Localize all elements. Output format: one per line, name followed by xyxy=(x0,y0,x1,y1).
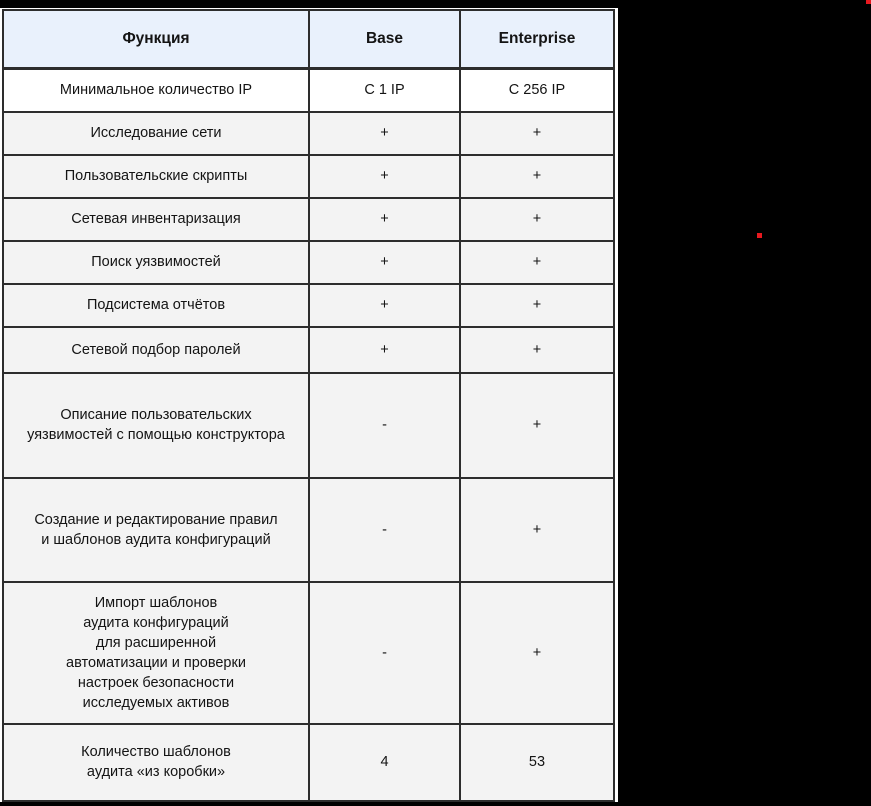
enterprise-value-cell: + xyxy=(460,478,614,582)
column-header-enterprise: Enterprise xyxy=(460,10,614,69)
enterprise-value-cell: + xyxy=(460,241,614,284)
feature-name-cell xyxy=(3,284,309,327)
table-row xyxy=(3,284,614,327)
enterprise-value-cell: + xyxy=(460,373,614,478)
table-row xyxy=(3,241,614,284)
enterprise-value-cell: + xyxy=(460,284,614,327)
base-value-cell: 4 xyxy=(309,724,460,801)
feature-name-cell xyxy=(3,478,309,582)
table-row xyxy=(3,112,614,155)
feature-name: Исследование сети xyxy=(90,125,222,141)
table-row xyxy=(3,478,614,582)
enterprise-value-cell: + xyxy=(460,582,614,724)
feature-name: Поиск уязвимостей xyxy=(91,254,221,270)
column-header-feature: Функция xyxy=(3,10,309,69)
base-value-cell: - xyxy=(309,373,460,478)
feature-name: Минимальное количество IP xyxy=(59,82,253,99)
enterprise-value-cell: + xyxy=(460,155,614,198)
feature-name: Сетевой подбор паролей xyxy=(71,341,241,358)
feature-name: Количество шаблонов аудита «из коробки» xyxy=(81,744,231,780)
enterprise-value-cell: + xyxy=(460,327,614,373)
base-value-cell: + xyxy=(309,284,460,327)
table-row xyxy=(3,155,614,198)
feature-name-cell xyxy=(3,69,309,112)
base-value-cell: + xyxy=(309,112,460,155)
table-row xyxy=(3,373,614,478)
feature-name-cell xyxy=(3,155,309,198)
base-value-cell: + xyxy=(309,155,460,198)
column-header-base: Base xyxy=(309,10,460,69)
feature-name: Импорт шаблонов аудита конфигураций для расширенной автоматизации и проверки настроек безопасности исследуемых активов xyxy=(66,594,246,711)
enterprise-value-cell: 53 xyxy=(460,724,614,801)
table-panel xyxy=(0,8,618,802)
feature-name: Подсистема отчётов xyxy=(86,297,226,313)
table-row xyxy=(3,582,614,724)
feature-name-cell xyxy=(3,112,309,155)
enterprise-value-cell: + xyxy=(460,112,614,155)
feature-name-cell xyxy=(3,724,309,801)
base-value-cell: + xyxy=(309,327,460,373)
feature-name-cell xyxy=(3,198,309,241)
feature-comparison-table xyxy=(2,9,615,802)
base-value-cell: С 1 IP xyxy=(309,69,460,112)
feature-name-cell xyxy=(3,582,309,724)
feature-name-cell xyxy=(3,327,309,373)
table-row xyxy=(3,327,614,373)
base-value-cell: - xyxy=(309,478,460,582)
table-row xyxy=(3,198,614,241)
base-value-cell: - xyxy=(309,582,460,724)
feature-name: Пользовательские скрипты xyxy=(64,168,248,184)
feature-name: Создание и редактирование правил и шаблонов аудита конфигураций xyxy=(34,511,278,548)
feature-name: Сетевая инвентаризация xyxy=(71,211,241,227)
enterprise-value-cell: + xyxy=(460,198,614,241)
table-row xyxy=(3,724,614,801)
red-dot-marker-corner xyxy=(866,0,871,4)
feature-name-cell xyxy=(3,241,309,284)
table-row xyxy=(3,69,614,112)
base-value-cell: + xyxy=(309,198,460,241)
enterprise-value-cell: С 256 IP xyxy=(460,69,614,112)
feature-name: Описание пользовательских уязвимостей с помощью конструктора xyxy=(27,407,285,443)
feature-name-cell xyxy=(3,373,309,478)
base-value-cell: + xyxy=(309,241,460,284)
table-header-row xyxy=(3,10,614,69)
red-dot-marker xyxy=(757,233,762,238)
